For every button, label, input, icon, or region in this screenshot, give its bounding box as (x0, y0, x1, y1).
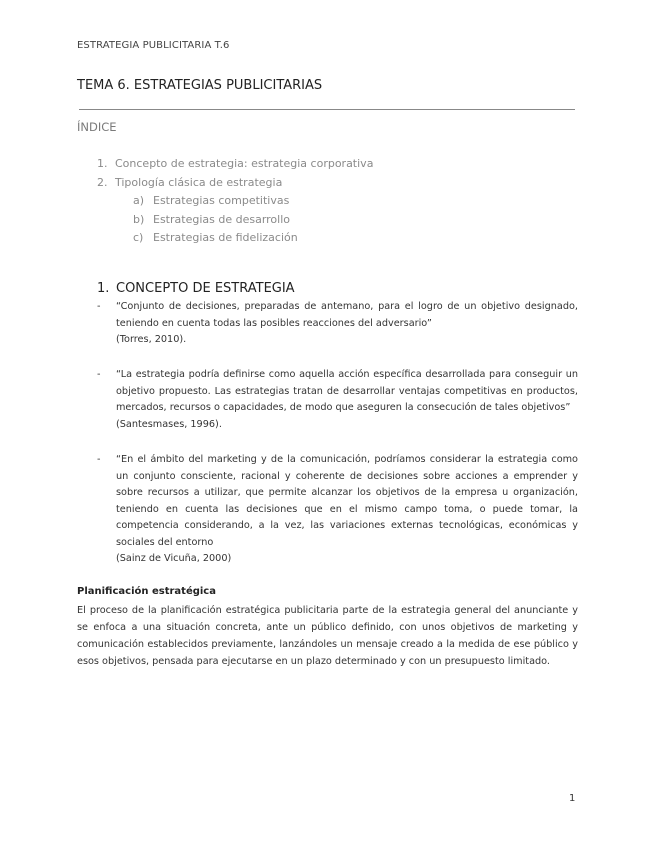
bullet-dash: - (97, 369, 101, 380)
toc-item-label: Concepto de estrategia: estrategia corporativa (115, 157, 374, 170)
toc-item-label: Tipología clásica de estrategia (115, 175, 283, 189)
quote-text: “En el ámbito del marketing y de la comunicación, podríamos considerar la estrategia como un conjunto consciente, racional y coherente de decisiones sobre acciones a emprender y sobre recursos a utilizar, que permite alcanzar los objetivos de la empresa u organización, teniendo en cuenta las decisiones que en el mismo campo toma, o puede tomar, la competencia considerando, a la vez, las variaciones externas tecnológicas, económicas y sociales del entorno (116, 454, 578, 548)
toc-subitem-label: Estrategias de desarrollo (153, 212, 290, 226)
bullet-dash: - (97, 301, 101, 312)
page-number: 1 (569, 793, 576, 804)
toc-item-number: 2. (97, 175, 108, 189)
toc-subitem-label: Estrategias de fidelización (153, 231, 298, 244)
definition-quote (97, 452, 578, 568)
toc-subitem-label: Estrategias competitivas (153, 194, 290, 207)
quote-text: “Conjunto de decisiones, preparadas de antemano, para el logro de un objetivo designado, teniendo en cuenta todas las posibles reacciones del adversario” (116, 301, 578, 329)
definition-quote (97, 299, 578, 349)
toc-subitem-letter: c) (133, 231, 144, 244)
toc-subitem-letter: b) (133, 212, 145, 226)
section-title: CONCEPTO DE ESTRATEGIA (116, 281, 295, 296)
title-divider (79, 109, 575, 110)
paragraph: El proceso de la planificación estratégica publicitaria parte de la estrategia general del anunciante y se enfoca a una situación concreta, ante un público definido, con unos objetivos de marketing y comunicación establecidos previamente, lanzándoles un mensaje creado a la medida de ese público y esos objetivos, pensada para ejecutarse en un plazo determinado y con un presupuesto limitado. (77, 605, 578, 667)
quote-source: (Sainz de Vicuña, 2000) (116, 553, 232, 564)
toc-subitem-letter: a) (133, 194, 145, 207)
subsection-heading: Planificación estratégica (77, 586, 216, 597)
toc-subitem (97, 211, 373, 230)
toc-item-number: 1. (97, 157, 108, 170)
index-heading: ÍNDICE (77, 120, 117, 134)
section-number: 1. (97, 281, 110, 296)
running-header: ESTRATEGIA PUBLICITARIA T.6 (77, 40, 230, 51)
bullet-dash: - (97, 454, 101, 465)
definition-quote (97, 367, 578, 433)
toc-subitem (97, 229, 373, 248)
toc-item (97, 155, 373, 174)
section-heading (97, 281, 295, 296)
table-of-contents (97, 155, 373, 248)
quote-source: (Santesmases, 1996). (116, 418, 222, 430)
quote-source: (Torres, 2010). (116, 334, 187, 345)
page-title: TEMA 6. ESTRATEGIAS PUBLICITARIAS (77, 78, 323, 93)
toc-item (97, 174, 373, 193)
quote-text: “La estrategia podría definirse como aquella acción específica desarrollada para conseguir un objetivo propuesto. Las estrategias tratan de desarrollar ventajas competitivas en productos, mercados, recursos o capacidades, de modo que aseguren la consecución de tales objetivos” (116, 369, 578, 413)
toc-subitem (97, 192, 373, 211)
